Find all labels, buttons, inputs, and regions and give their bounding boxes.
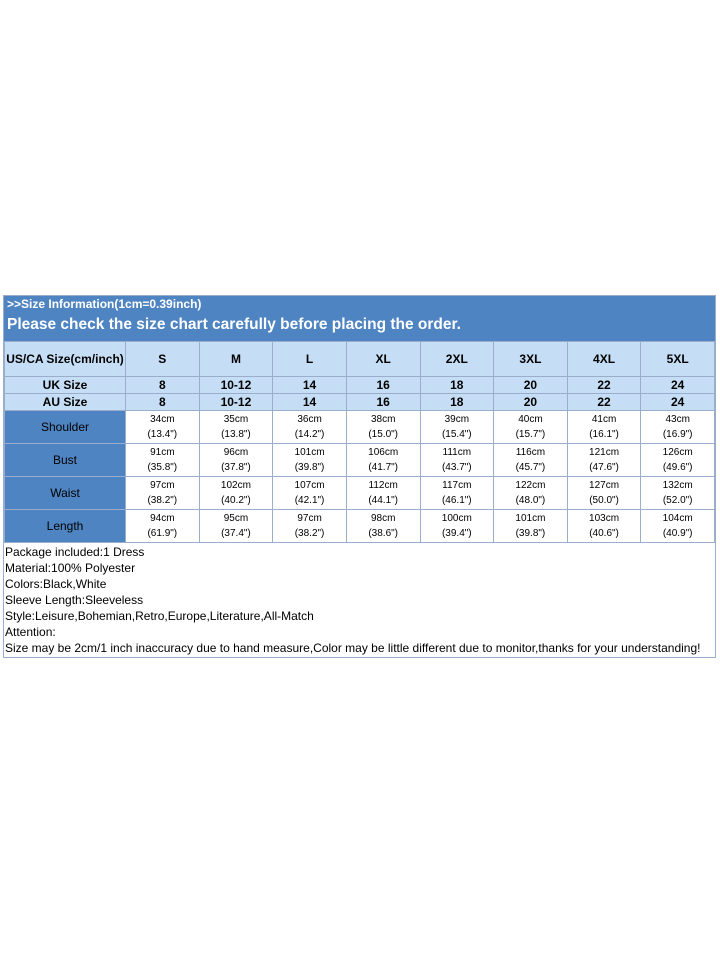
cm-value: 94cm <box>150 513 175 524</box>
au-size-cell: 10-12 <box>199 394 273 411</box>
inch-value: (16.1") <box>589 429 619 440</box>
inch-value: (40.9") <box>662 528 693 539</box>
inch-value: (41.7") <box>368 462 399 473</box>
au-size-cell: 14 <box>273 394 347 411</box>
size-info-title: >>Size Information(1cm=0.39inch) <box>7 297 202 311</box>
measurement-cell <box>346 477 420 510</box>
uk-size-cell: 22 <box>567 377 641 394</box>
cm-value: 102cm <box>220 480 251 491</box>
cm-value: 98cm <box>370 513 396 524</box>
us-size-cell: 4XL <box>567 342 641 377</box>
measurement-cell <box>273 411 347 444</box>
inch-value: (42.1") <box>294 495 325 506</box>
measurement-cell <box>641 411 715 444</box>
measurement-cell <box>420 477 494 510</box>
cm-value: 97cm <box>297 513 322 524</box>
us-size-cell: 3XL <box>494 342 568 377</box>
measurement-cell <box>494 444 568 477</box>
size-info-banner <box>4 296 715 341</box>
au-size-label: AU Size <box>5 394 126 411</box>
inch-value: (16.9") <box>662 429 693 440</box>
cm-value: 101cm <box>515 513 546 524</box>
measurement-cell <box>199 444 273 477</box>
measurement-row <box>5 411 715 444</box>
cm-value: 121cm <box>589 447 620 458</box>
cm-value: 41cm <box>591 414 617 425</box>
inch-value: (45.7") <box>515 462 546 473</box>
cm-value: 111cm <box>442 447 472 458</box>
inch-value: (39.8") <box>515 528 546 539</box>
measurement-cell <box>199 477 273 510</box>
inch-value: (39.8") <box>294 462 325 473</box>
measurement-cell <box>126 444 200 477</box>
note-line: Attention: <box>5 625 56 639</box>
cm-value: 38cm <box>370 414 396 425</box>
cm-value: 39cm <box>444 414 470 425</box>
cm-value: 103cm <box>589 513 620 524</box>
measurement-cell <box>494 411 568 444</box>
inch-value: (50.0") <box>589 495 619 506</box>
inch-value: (40.2") <box>221 495 251 506</box>
cm-value: 126cm <box>662 447 693 458</box>
measurement-cell <box>494 477 568 510</box>
cm-value: 35cm <box>223 414 249 425</box>
cm-value: 95cm <box>223 513 249 524</box>
measurement-cell <box>641 510 715 543</box>
measurement-cell <box>199 411 273 444</box>
cm-value: 132cm <box>662 480 693 491</box>
uk-size-cell: 14 <box>273 377 347 394</box>
inch-value: (43.7") <box>441 462 472 473</box>
measurement-row <box>5 477 715 510</box>
inch-value: (15.7") <box>515 429 546 440</box>
inch-value: (37.8") <box>221 462 251 473</box>
us-size-cell: 5XL <box>641 342 715 377</box>
au-size-row <box>5 394 715 411</box>
note-line: Style:Leisure,Bohemian,Retro,Europe,Literature,All-Match <box>5 609 314 623</box>
au-size-cell: 16 <box>346 394 420 411</box>
measurement-cell <box>346 444 420 477</box>
measurement-cell <box>494 510 568 543</box>
measurement-cell <box>641 477 715 510</box>
cm-value: 97cm <box>150 480 175 491</box>
cm-value: 101cm <box>294 447 325 458</box>
inch-value: (48.0") <box>515 495 546 506</box>
uk-size-cell: 10-12 <box>199 377 273 394</box>
uk-size-row <box>5 377 715 394</box>
cm-value: 96cm <box>223 447 249 458</box>
cm-value: 127cm <box>589 480 620 491</box>
measurement-row <box>5 510 715 543</box>
us-size-cell: XL <box>346 342 420 377</box>
note-line: Size may be 2cm/1 inch inaccuracy due to hand measure,Color may be little different due to monitor,thanks for your understanding! <box>5 641 701 655</box>
uk-size-cell: 24 <box>641 377 715 394</box>
cm-value: 40cm <box>518 414 543 425</box>
measurement-cell <box>567 444 641 477</box>
cm-value: 43cm <box>665 414 690 425</box>
measurement-cell <box>346 510 420 543</box>
cm-value: 36cm <box>297 414 322 425</box>
us-size-cell: 2XL <box>420 342 494 377</box>
inch-value: (14.2") <box>294 429 325 440</box>
inch-value: (38.2") <box>147 495 178 506</box>
measurement-cell <box>126 411 200 444</box>
cm-value: 104cm <box>662 513 693 524</box>
inch-value: (13.8") <box>221 429 251 440</box>
au-size-cell: 20 <box>494 394 568 411</box>
measurement-label: Length <box>5 510 126 543</box>
inch-value: (15.0") <box>368 429 399 440</box>
measurement-label: Bust <box>5 444 126 477</box>
inch-value: (37.4") <box>221 528 251 539</box>
cm-value: 112cm <box>368 480 398 491</box>
measurement-cell <box>126 510 200 543</box>
cm-value: 116cm <box>515 447 546 458</box>
cm-value: 34cm <box>150 414 175 425</box>
us-size-cell: S <box>126 342 200 377</box>
uk-size-label: UK Size <box>5 377 126 394</box>
uk-size-cell: 8 <box>126 377 200 394</box>
cm-value: 91cm <box>150 447 175 458</box>
au-size-cell: 22 <box>567 394 641 411</box>
measurement-label: Shoulder <box>5 411 126 444</box>
note-line: Sleeve Length:Sleeveless <box>5 593 144 607</box>
measurement-row <box>5 444 715 477</box>
inch-value: (52.0") <box>662 495 693 506</box>
note-line: Package included:1 Dress <box>5 545 145 559</box>
note-line: Colors:Black,White <box>5 577 107 591</box>
measurement-cell <box>273 510 347 543</box>
cm-value: 117cm <box>442 480 472 491</box>
size-warning-text: Please check the size chart carefully before placing the order. <box>7 316 461 333</box>
cm-value: 107cm <box>294 480 325 491</box>
uk-size-cell: 20 <box>494 377 568 394</box>
measurement-cell <box>273 444 347 477</box>
measurement-cell <box>420 510 494 543</box>
us-size-cell: M <box>199 342 273 377</box>
inch-value: (35.8") <box>147 462 178 473</box>
measurement-cell <box>273 477 347 510</box>
uk-size-cell: 16 <box>346 377 420 394</box>
measurement-cell <box>641 444 715 477</box>
inch-value: (38.6") <box>368 528 399 539</box>
au-size-cell: 18 <box>420 394 494 411</box>
inch-value: (47.6") <box>589 462 619 473</box>
us-size-row <box>5 342 715 377</box>
inch-value: (61.9") <box>147 528 178 539</box>
us-size-cell: L <box>273 342 347 377</box>
us-size-label: US/CA Size(cm/inch) <box>5 342 126 377</box>
measurement-cell <box>567 477 641 510</box>
measurement-cell <box>126 477 200 510</box>
inch-value: (15.4") <box>441 429 472 440</box>
size-table <box>4 341 715 543</box>
note-line: Material:100% Polyester <box>5 561 136 575</box>
measurement-cell <box>346 411 420 444</box>
measurement-cell <box>420 444 494 477</box>
au-size-cell: 24 <box>641 394 715 411</box>
inch-value: (39.4") <box>441 528 472 539</box>
cm-value: 122cm <box>515 480 546 491</box>
inch-value: (44.1") <box>368 495 399 506</box>
au-size-cell: 8 <box>126 394 200 411</box>
uk-size-cell: 18 <box>420 377 494 394</box>
cm-value: 106cm <box>368 447 399 458</box>
inch-value: (38.2") <box>294 528 325 539</box>
cm-value: 100cm <box>441 513 472 524</box>
measurement-cell <box>420 411 494 444</box>
inch-value: (46.1") <box>441 495 472 506</box>
measurement-cell <box>567 510 641 543</box>
measurement-label: Waist <box>5 477 126 510</box>
inch-value: (13.4") <box>147 429 178 440</box>
measurement-cell <box>199 510 273 543</box>
product-notes <box>4 543 715 657</box>
size-chart <box>3 295 716 658</box>
measurement-cell <box>567 411 641 444</box>
inch-value: (40.6") <box>589 528 619 539</box>
inch-value: (49.6") <box>662 462 693 473</box>
